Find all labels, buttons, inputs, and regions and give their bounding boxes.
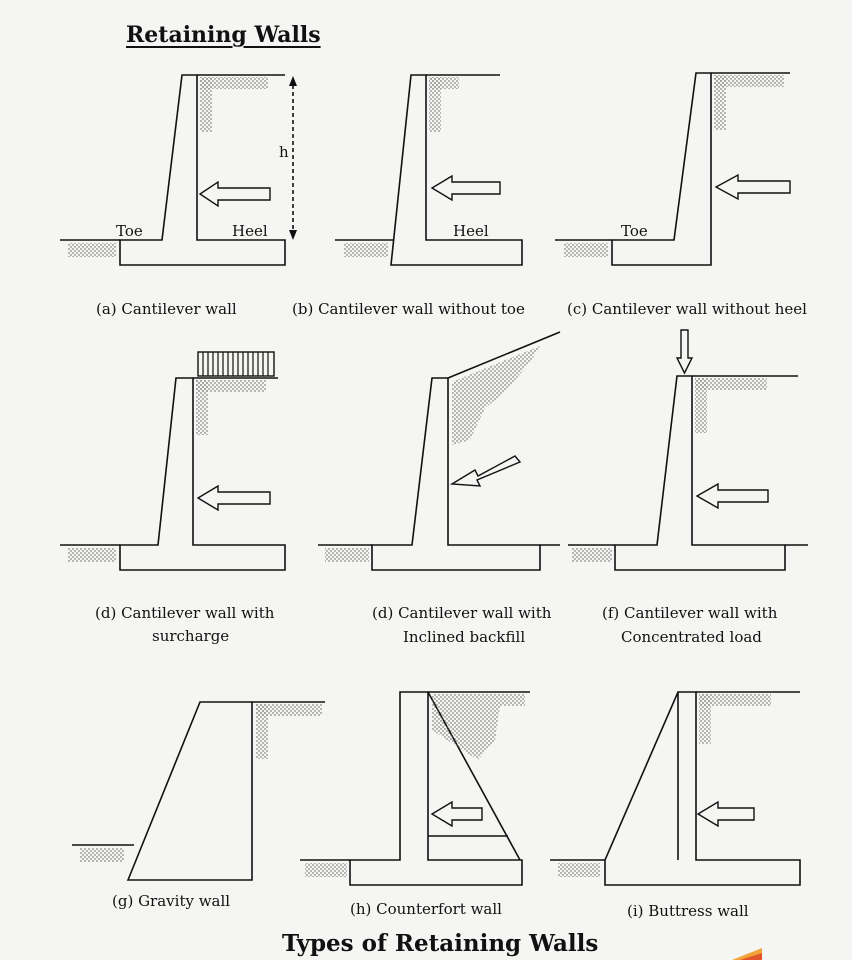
- caption-g: (g) Gravity wall: [112, 892, 231, 910]
- corner-mark-icon: [732, 946, 762, 960]
- wall-d-pressure-arrow: [198, 486, 270, 510]
- wall-d-surcharge-hatch: [203, 352, 268, 376]
- toe-label-c: Toe: [621, 222, 648, 240]
- wall-f-concentrated-load: [568, 330, 808, 570]
- wall-i-pressure-arrow: [698, 802, 754, 826]
- wall-c-no-heel: [555, 73, 790, 265]
- footer-title: Types of Retaining Walls: [282, 930, 599, 957]
- caption-a: (a) Cantilever wall: [96, 300, 237, 318]
- wall-a-pressure-arrow: [200, 182, 270, 206]
- height-label-a: h: [279, 143, 289, 161]
- wall-b-no-toe: [335, 75, 522, 265]
- wall-c-pressure-arrow: [716, 175, 790, 199]
- wall-h-pressure-arrow: [432, 802, 482, 826]
- wall-i-buttress: [550, 692, 800, 885]
- wall-b-pressure-arrow: [432, 176, 500, 200]
- wall-d2-pressure-arrow: [452, 456, 520, 486]
- caption-d1-line1: (d) Cantilever wall with: [95, 604, 275, 622]
- page-title: Retaining Walls: [126, 22, 321, 48]
- wall-f-pressure-arrow: [697, 484, 768, 508]
- caption-i: (i) Buttress wall: [627, 902, 749, 920]
- caption-c: (c) Cantilever wall without heel: [567, 300, 807, 318]
- caption-h: (h) Counterfort wall: [350, 900, 502, 918]
- toe-label-a: Toe: [116, 222, 143, 240]
- caption-b: (b) Cantilever wall without toe: [292, 300, 525, 318]
- heel-label-a: Heel: [232, 222, 268, 240]
- caption-d2-line1: (d) Cantilever wall with: [372, 604, 552, 622]
- caption-d1-line2: surcharge: [152, 627, 230, 645]
- caption-f-line2: Concentrated load: [621, 628, 762, 646]
- wall-g-outline: [128, 702, 252, 880]
- heel-label-b: Heel: [453, 222, 489, 240]
- wall-f-load-arrow: [677, 330, 692, 373]
- wall-d-surcharge: [60, 352, 285, 570]
- caption-f-line1: (f) Cantilever wall with: [602, 604, 778, 622]
- wall-h-counterfort: [300, 692, 530, 885]
- caption-d2-line2: Inclined backfill: [403, 628, 526, 646]
- wall-d2-inclined-backfill: [318, 332, 560, 570]
- wall-g-gravity: [72, 702, 325, 880]
